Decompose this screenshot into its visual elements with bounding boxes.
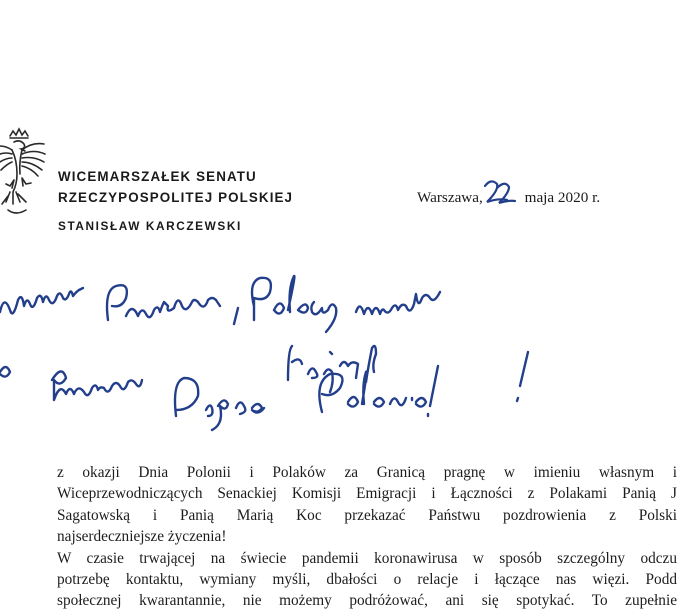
body-line: z okazji Dnia Polonii i Polaków za Granicą pragnę w imieniu własnym i [57, 464, 677, 481]
body-line: społecznej kwarantannie, nie możemy podróżować, ani się spotykać. To zupełnie [57, 592, 677, 610]
body-line: potrzebę kontaktu, wymiany myśli, dbałości o relacje i łączące nas więzi. Podd [57, 571, 677, 589]
letterhead-line-2: RZECZYPOSPOLITEJ POLSKIEJ [58, 190, 294, 205]
letterhead-line-1: WICEMARSZAŁEK SENATU [58, 169, 257, 184]
dateline-month-year: maja 2020 r. [524, 189, 601, 206]
body-line: W czasie trwającej na świecie pandemii koronawirusa w sposób szczególny odczu [57, 549, 677, 567]
letterhead-person-name: STANISŁAW KARCZEWSKI [58, 219, 242, 233]
dateline-city: Warszawa, [417, 189, 483, 206]
dateline-handwritten-day [483, 186, 521, 202]
body-line: Wiceprzewodniczących Senackiej Komisji Emigracji i Łączności z Polakami Panią J [57, 485, 677, 503]
dateline [417, 186, 600, 207]
handwritten-greeting [0, 262, 600, 442]
body-line: najserdeczniejsze życzenia! [57, 528, 227, 546]
body-line: Sagatowską i Panią Marią Koc przekazać Państwu pozdrowienia z Polski [57, 506, 677, 524]
polish-eagle-emblem-icon [0, 126, 46, 222]
letterhead-organization [58, 166, 293, 208]
letter-body [57, 462, 677, 612]
